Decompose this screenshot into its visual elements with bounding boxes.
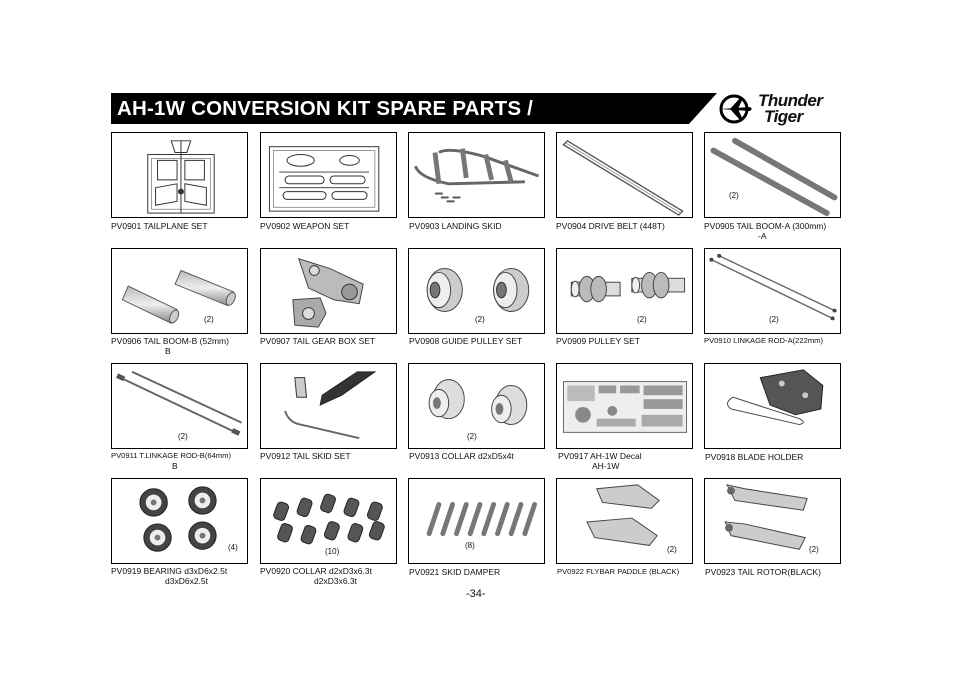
part-caption: PV0910 LINKAGE ROD-A(222mm) — [704, 336, 824, 345]
part-caption-line2: B — [172, 461, 178, 471]
part-caption-line2: -A — [758, 231, 767, 241]
part-caption: PV0903 LANDING SKID — [409, 221, 502, 231]
part-image-bearing — [111, 478, 248, 564]
tail-rotor-icon — [705, 479, 840, 563]
bearing-icon — [112, 479, 247, 563]
part-image-tail-skid — [260, 363, 397, 449]
quantity-label: (2) — [729, 191, 739, 200]
quantity-label: (2) — [769, 315, 779, 324]
decal-sheet-icon — [557, 364, 692, 448]
part-caption: PV0918 BLADE HOLDER — [705, 452, 804, 462]
skid-damper-icon — [409, 479, 544, 563]
part-image-linkage-rod-b — [111, 363, 248, 449]
part-image-tailplane-set — [111, 132, 248, 218]
part-caption: PV0909 PULLEY SET — [556, 336, 640, 346]
part-caption: PV0908 GUIDE PULLEY SET — [409, 336, 523, 346]
blade-holder-icon — [705, 364, 840, 448]
part-caption: PV0922 FLYBAR PADDLE (BLACK) — [557, 567, 680, 576]
part-image-linkage-rod-a — [704, 248, 841, 334]
part-caption-line2: d2xD3x6.3t — [314, 576, 357, 586]
part-caption: PV0907 TAIL GEAR BOX SET — [260, 336, 376, 346]
part-image-skid-damper — [408, 478, 545, 564]
quantity-label: (2) — [204, 315, 214, 324]
part-image-collar-d2xd5x4t — [408, 363, 545, 449]
part-image-tail-boom-b — [111, 248, 248, 334]
part-image-decal — [556, 363, 693, 449]
title-banner — [111, 93, 711, 124]
quantity-label: (2) — [667, 545, 677, 554]
tail-gear-box-icon — [261, 249, 396, 333]
part-image-drive-belt — [556, 132, 693, 218]
quantity-label: (2) — [475, 315, 485, 324]
part-image-tail-gear-box — [260, 248, 397, 334]
part-caption: PV0919 BEARING d3xD6x2.5t — [111, 566, 228, 576]
part-caption: PV0921 SKID DAMPER — [409, 567, 501, 577]
quantity-label: (2) — [178, 432, 188, 441]
part-caption: PV0917 AH-1W Decal — [558, 451, 642, 461]
part-image-tail-boom-a — [704, 132, 841, 218]
part-caption: PV0923 TAIL ROTOR(BLACK) — [705, 567, 821, 577]
logo-line1: Thunder — [758, 91, 823, 110]
part-image-guide-pulley — [408, 248, 545, 334]
part-image-flybar-paddle — [556, 478, 693, 564]
part-image-weapon-set — [260, 132, 397, 218]
pulley-set-icon — [557, 249, 692, 333]
part-caption: PV0901 TAILPLANE SET — [111, 221, 208, 231]
tail-boom-b-icon — [112, 249, 247, 333]
part-image-landing-skid — [408, 132, 545, 218]
part-caption-line2: d3xD6x2.5t — [165, 576, 208, 586]
part-caption-line2: AH-1W — [592, 461, 620, 471]
part-caption: PV0906 TAIL BOOM-B (52mm) — [111, 336, 229, 346]
part-caption-line2: B — [165, 346, 171, 356]
part-image-blade-holder — [704, 363, 841, 449]
thunder-tiger-logo — [716, 90, 844, 128]
drive-belt-icon — [557, 133, 692, 217]
page-number: -34- — [466, 588, 486, 600]
quantity-label: (10) — [325, 547, 340, 556]
part-image-pulley-set — [556, 248, 693, 334]
part-caption: PV0902 WEAPON SET — [260, 221, 350, 231]
part-image-tail-rotor — [704, 478, 841, 564]
quantity-label: (4) — [228, 543, 238, 552]
part-image-collar-d2xd3x6 — [260, 478, 397, 564]
quantity-label: (2) — [637, 315, 647, 324]
tailplane-sprue-icon — [112, 133, 247, 217]
quantity-label: (2) — [809, 545, 819, 554]
logo-line2: Tiger — [764, 107, 803, 126]
part-caption: PV0911 T.LINKAGE ROD-B(64mm) — [111, 451, 231, 460]
part-caption: PV0913 COLLAR d2xD5x4t — [409, 451, 514, 461]
page-title: AH-1W CONVERSION KIT SPARE PARTS / — [117, 97, 534, 120]
part-caption: PV0920 COLLAR d2xD3x6.3t — [260, 566, 372, 576]
tail-boom-a-icon — [705, 133, 840, 217]
quantity-label: (8) — [465, 541, 475, 550]
part-caption: PV0905 TAIL BOOM-A (300mm) — [704, 221, 827, 231]
weapon-sprue-icon — [261, 133, 396, 217]
tail-skid-icon — [261, 364, 396, 448]
part-caption: PV0912 TAIL SKID SET — [260, 451, 351, 461]
quantity-label: (2) — [467, 432, 477, 441]
landing-skid-icon — [409, 133, 544, 217]
part-caption: PV0904 DRIVE BELT (448T) — [556, 221, 665, 231]
